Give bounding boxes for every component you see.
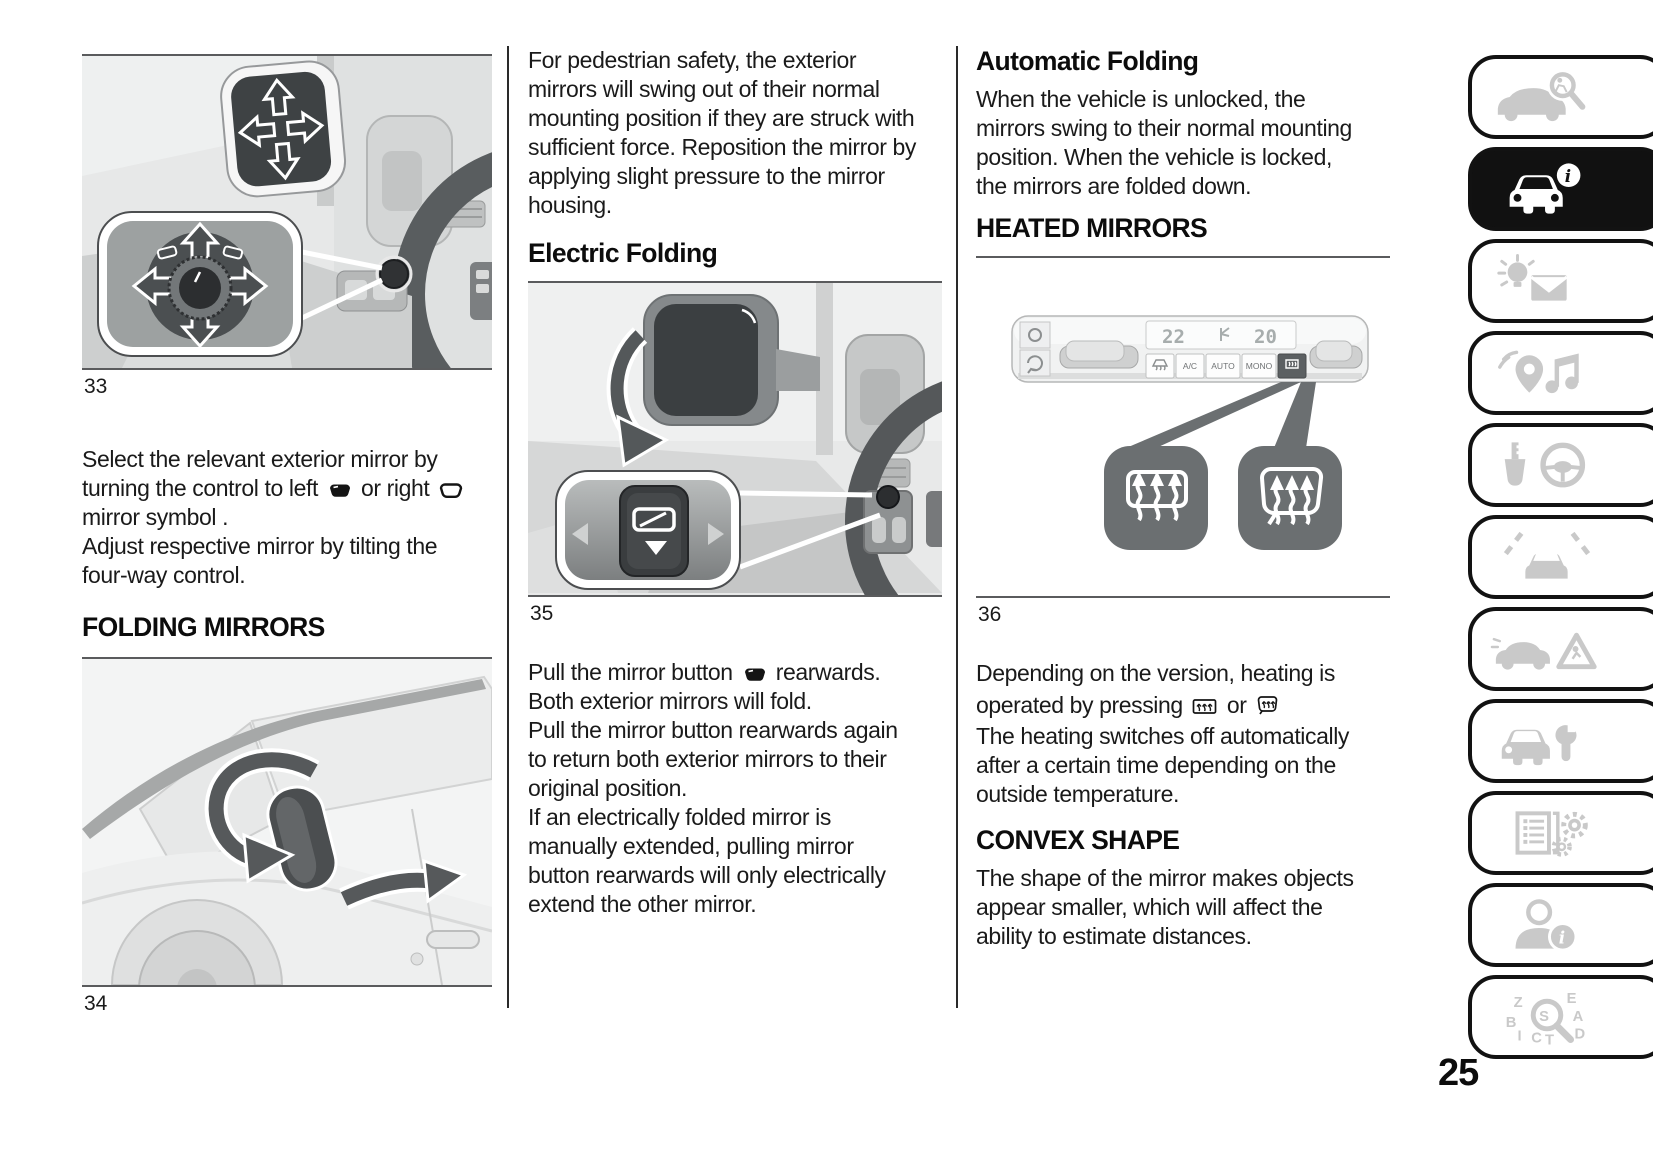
person-info-icon (1488, 896, 1606, 954)
heading-heated-mirrors: HEATED MIRRORS (976, 213, 1208, 243)
svg-text:S: S (1539, 1008, 1549, 1025)
column-divider-right (956, 46, 958, 1008)
sidebar-tab-technical-data[interactable] (1468, 791, 1653, 875)
middle-column (528, 40, 942, 919)
sidebar-tab-starting-driving[interactable] (1468, 423, 1653, 507)
figure-33-label: 33 (84, 375, 108, 398)
figure-35-electric-folding-illustration (528, 281, 942, 597)
sidebar-tab-index[interactable] (1468, 975, 1653, 1059)
document-gears-icon (1488, 804, 1606, 862)
electric-folding-switch-illustration (528, 283, 942, 595)
rear-window-heating-icon (1104, 446, 1208, 550)
svg-text:i: i (1564, 166, 1572, 187)
rear-window-heating-inline-icon (1192, 696, 1218, 715)
car-info-icon (1488, 160, 1606, 218)
auto-button-label: AUTO (1211, 361, 1235, 371)
heading-electric-folding: Electric Folding (528, 238, 718, 268)
svg-text:D: D (1574, 1026, 1586, 1043)
sidebar-tab-emergency[interactable] (1468, 607, 1653, 691)
figure-34-folding-mirror-illustration (82, 657, 492, 987)
paragraph-automatic-folding: When the vehicle is unlocked, the mirrors swing to their normal mounting position. When the vehicle is locked, the mirrors are folded down. (976, 86, 1352, 199)
sidebar-tab-vehicle-overview[interactable] (1468, 55, 1653, 139)
climate-display-temp-left: 22 (1162, 326, 1185, 348)
mirror-heating-icon (1238, 446, 1342, 550)
paragraph-pedestrian-safety: For pedestrian safety, the exterior mirrors will swing out of their normal mounting position if they are struck with sufficient force. Reposition the mirror by applying slight pressure to the mirror housing. (528, 47, 917, 218)
mirror-switch-callout (556, 471, 740, 589)
sidebar-tab-customer-info[interactable] (1468, 883, 1653, 967)
paragraph-select-mirror: Select the relevant exterior mirror by turning the control to left or right mirror symbol . Adjust respective mirror by tilting the four-way control. (82, 445, 492, 590)
mono-button-label: MONO (1245, 361, 1273, 371)
figure-36-label: 36 (978, 603, 1002, 626)
car-wrench-icon (1488, 712, 1606, 770)
svg-text:Z: Z (1513, 995, 1523, 1012)
svg-text:E: E (1566, 991, 1577, 1008)
svg-text:C: C (1531, 1030, 1542, 1046)
sidebar-tab-driver-assistance[interactable] (1468, 515, 1653, 599)
sidebar-tab-servicing[interactable] (1468, 699, 1653, 783)
svg-text:I: I (1517, 1028, 1522, 1045)
sidebar-tab-warning-lights[interactable] (1468, 239, 1653, 323)
paragraph-heated-mirrors: Depending on the version, heating is operated by pressing or The heating switches off automatically after a certain time depending on the outside temperature. (976, 660, 1350, 807)
svg-text:i: i (1558, 927, 1566, 948)
sidebar-tab-vehicle-info[interactable] (1468, 147, 1653, 231)
figure-34-label: 34 (84, 992, 108, 1015)
navigation-music-icon (1488, 344, 1606, 402)
left-column (82, 40, 492, 1016)
figure-36-heated-mirror-controls (976, 256, 1390, 598)
left-mirror-symbol-icon (327, 483, 352, 498)
svg-text:B: B (1505, 1014, 1517, 1031)
heading-convex-shape: CONVEX SHAPE (976, 825, 1180, 855)
page-number: 25 (1438, 1052, 1479, 1094)
figure-33-mirror-adjust-illustration (82, 54, 492, 370)
heading-folding-mirrors: FOLDING MIRRORS (82, 612, 325, 642)
letters-magnifier-icon (1488, 988, 1606, 1046)
sidebar-tab-infotainment[interactable] (1468, 331, 1653, 415)
mirror-adjust-control-illustration (82, 56, 492, 368)
mirror-button-symbol-icon (742, 667, 767, 682)
four-way-control-callout (98, 212, 302, 356)
right-column (976, 40, 1390, 951)
folded-mirror-exterior-illustration (82, 659, 492, 985)
paragraph-convex-shape: The shape of the mirror makes objects appear smaller, which will affect the ability to estimate distances. (976, 865, 1354, 949)
svg-text:T: T (1545, 1032, 1555, 1046)
figure-35-label: 35 (530, 602, 554, 625)
car-lane-assist-icon (1488, 528, 1606, 586)
svg-text:A: A (1572, 1008, 1584, 1025)
warning-light-envelope-icon (1488, 252, 1606, 310)
car-magnifier-icon (1488, 68, 1606, 126)
key-steering-wheel-icon (1488, 436, 1606, 494)
car-warning-triangle-icon (1488, 620, 1606, 678)
climate-control-panel-illustration (976, 258, 1390, 596)
heading-automatic-folding: Automatic Folding (976, 46, 1199, 76)
exterior-mirror-with-arrows (219, 59, 348, 199)
climate-display-temp-right: 20 (1254, 326, 1277, 348)
paragraph-pull-mirror-button: Pull the mirror button rearwards. Both exterior mirrors will fold. Pull the mirror button rearwards again to return both exterior mirrors to their original position. If an electrically folded mirror is manually extended, pulling mirror button rearwards will only electrically extend the other mirror. (528, 659, 898, 917)
column-divider-left (507, 46, 509, 1008)
right-mirror-symbol-icon (438, 483, 463, 498)
mirror-heating-inline-icon (1255, 694, 1280, 715)
ac-button-label: A/C (1182, 361, 1198, 371)
climate-control-strip (1012, 316, 1368, 382)
